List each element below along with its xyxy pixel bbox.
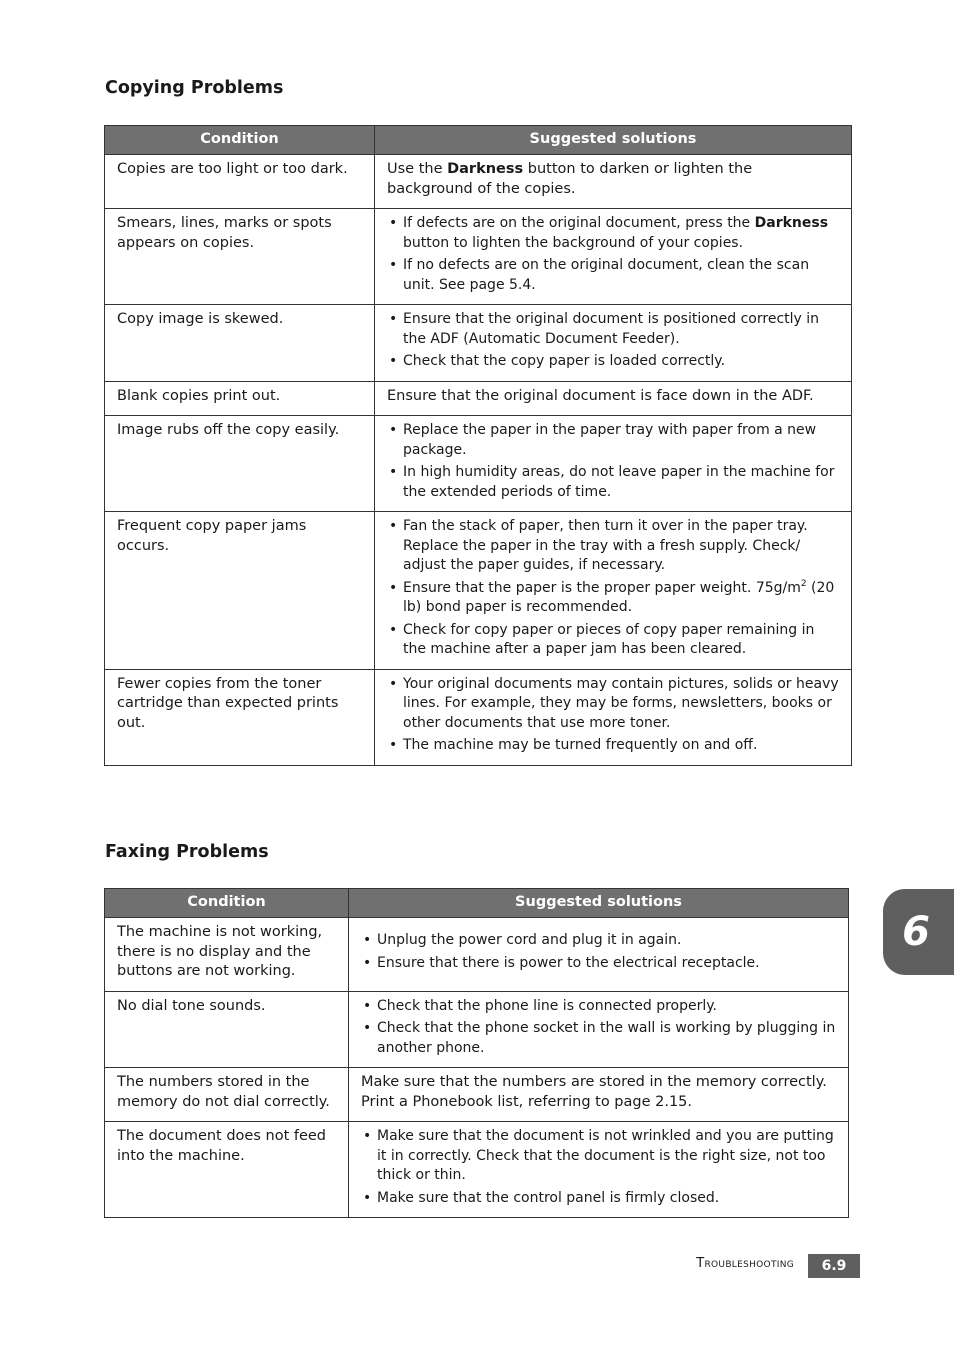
condition-cell: The numbers stored in the memory do not dial correctly. xyxy=(105,1068,349,1122)
condition-cell: The document does not feed into the machine. xyxy=(105,1122,349,1218)
table-row xyxy=(105,1068,849,1122)
solution-cell xyxy=(375,305,852,382)
solution-bullet: • Make sure that the control panel is firmly closed. xyxy=(361,1189,836,1209)
table-row xyxy=(105,1122,849,1218)
solution-bullet: • Make sure that the document is not wrinkled and you are putting it in correctly. Check that the document is the right size, not too thick or thin. xyxy=(361,1127,836,1186)
solution-bullet: • Check for copy paper or pieces of copy paper remaining in the machine after a paper jam has been cleared. xyxy=(387,621,839,660)
table-header-row xyxy=(105,126,852,155)
solution-bullet: • The machine may be turned frequently on and off. xyxy=(387,736,839,756)
table-row xyxy=(105,155,852,209)
solution-bullet: • Ensure that the paper is the proper paper weight. $75g/m^2$ (20 lb) bond paper is recommended. xyxy=(387,579,839,618)
copying-problems-table xyxy=(104,125,852,766)
solution-bullet: • Check that the phone socket in the wall is working by plugging in another phone. xyxy=(361,1019,836,1058)
solution-cell xyxy=(375,416,852,512)
chapter-tab: 6 xyxy=(883,889,954,975)
solution-bullet: • Your original documents may contain pictures, solids or heavy lines. For example, they may be forms, newsletters, books or other documents that use more toner. xyxy=(387,675,839,734)
condition-cell: Copy image is skewed. xyxy=(105,305,375,382)
condition-cell: Image rubs off the copy easily. xyxy=(105,416,375,512)
solution-cell xyxy=(349,991,849,1068)
condition-cell: Blank copies print out. xyxy=(105,381,375,416)
table-row xyxy=(105,918,849,992)
condition-cell: The machine is not working, there is no display and the buttons are not working. xyxy=(105,918,349,992)
solution-cell xyxy=(375,669,852,765)
condition-cell: Frequent copy paper jams occurs. xyxy=(105,512,375,670)
condition-header: Condition xyxy=(105,126,375,155)
condition-cell: Smears, lines, marks or spots appears on copies. xyxy=(105,209,375,305)
solution-cell xyxy=(375,209,852,305)
footer-section-label: Troubleshooting xyxy=(696,1256,794,1271)
table-header-row xyxy=(105,889,849,918)
solutions-header: Suggested solutions xyxy=(375,126,852,155)
solution-bullet: • Unplug the power cord and plug it in again. xyxy=(361,931,836,951)
solution-bullet: • Ensure that the original document is positioned correctly in the ADF (Automatic Document Feeder). xyxy=(387,310,839,349)
table-row xyxy=(105,381,852,416)
table-row xyxy=(105,669,852,765)
solution-cell: Ensure that the original document is face down in the ADF. xyxy=(375,381,852,416)
solution-cell: Make sure that the numbers are stored in the memory correctly. Print a Phonebook list, referring to page 2.15. xyxy=(349,1068,849,1122)
table-row xyxy=(105,991,849,1068)
solution-cell xyxy=(349,918,849,992)
condition-header: Condition xyxy=(105,889,349,918)
faxing-problems-table xyxy=(104,888,849,1218)
page-number: 6.9 xyxy=(808,1254,860,1278)
solution-cell xyxy=(349,1122,849,1218)
solution-bullet: • Check that the phone line is connected properly. xyxy=(361,997,836,1017)
solutions-header: Suggested solutions xyxy=(349,889,849,918)
faxing-section-title: Faxing Problems xyxy=(105,842,269,862)
table-row xyxy=(105,512,852,670)
condition-cell: Copies are too light or too dark. xyxy=(105,155,375,209)
copying-section-title: Copying Problems xyxy=(105,78,284,98)
solution-bullet: • Ensure that there is power to the electrical receptacle. xyxy=(361,954,836,974)
solution-bullet: • In high humidity areas, do not leave paper in the machine for the extended periods of time. xyxy=(387,463,839,502)
condition-cell: No dial tone sounds. xyxy=(105,991,349,1068)
solution-bullet: • Check that the copy paper is loaded correctly. xyxy=(387,352,839,372)
solution-bullet: • Fan the stack of paper, then turn it over in the paper tray. Replace the paper in the tray with a fresh supply. Check/ adjust the paper guides, if necessary. xyxy=(387,517,839,576)
solution-bullet: • Replace the paper in the paper tray with paper from a new package. xyxy=(387,421,839,460)
solution-bullet: • If defects are on the original document, press the Darkness button to lighten the background of your copies. xyxy=(387,214,839,253)
table-row xyxy=(105,209,852,305)
solution-bullet: • If no defects are on the original document, clean the scan unit. See page 5.4. xyxy=(387,256,839,295)
table-row xyxy=(105,305,852,382)
condition-cell: Fewer copies from the toner cartridge than expected prints out. xyxy=(105,669,375,765)
solution-cell: Use the Darkness button to darken or lighten the background of the copies. xyxy=(375,155,852,209)
solution-cell xyxy=(375,512,852,670)
table-row xyxy=(105,416,852,512)
